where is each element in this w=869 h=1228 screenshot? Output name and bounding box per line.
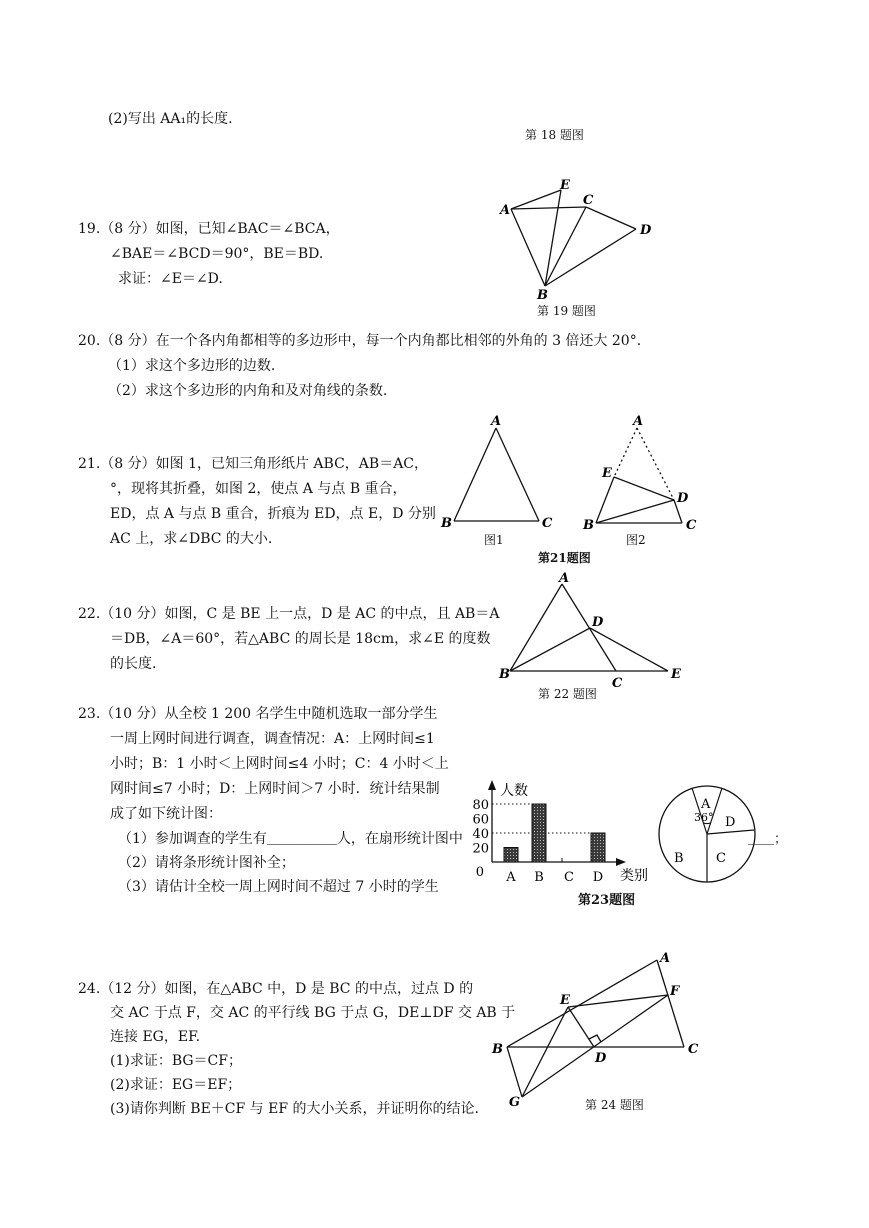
q23-pie-angle: 36°: [694, 811, 714, 824]
q18-caption: 第 18 题图: [525, 128, 584, 142]
q21-fig2-caption: 图2: [626, 533, 646, 547]
q21-fig2-label-c: C: [686, 518, 697, 533]
q24-label-d: D: [595, 1051, 607, 1066]
q23-x-tick-C: C: [564, 870, 574, 885]
q22-line-1: 22.（10 分）如图，C 是 BE 上一点，D 是 AC 的中点，且 AB＝A: [78, 606, 500, 622]
q23-line-5: 成了如下统计图：: [110, 806, 222, 822]
q23-y-tick-60: 60: [472, 812, 489, 828]
q19-line-3: 求证：∠E＝∠D.: [118, 271, 223, 287]
q23-y-tick-20: 20: [472, 841, 489, 857]
q22-label-c: C: [612, 676, 623, 691]
q24-label-g: G: [509, 1095, 521, 1110]
q21-line-3: ED，点 A 与点 B 重合，折痕为 ED，点 E，D 分别: [110, 506, 436, 522]
q21-line-1: 21.（8 分）如图 1，已知三角形纸片 ABC，AB＝AC，: [78, 456, 429, 472]
q22-label-b: B: [499, 667, 510, 682]
q24-label-b: B: [492, 1042, 503, 1057]
q23-y-tick-80: 80: [472, 798, 489, 813]
q23-x-tick-A: A: [506, 870, 516, 885]
q23-x-tick-B: B: [534, 870, 544, 885]
q24-line-2: 交 AC 于点 F，交 AC 的平行线 BG 于点 G，DE⊥DF 交 AB 于: [110, 1005, 516, 1021]
q19-label-b: B: [537, 288, 548, 303]
q23-x-tick-D: D: [592, 870, 604, 885]
q24-label-c: C: [688, 1042, 699, 1057]
q23-y-tick-40: 40: [472, 827, 489, 842]
q21-fig2-label-d: D: [677, 491, 689, 506]
q24-label-f: F: [670, 984, 680, 999]
q22-label-a: A: [559, 571, 570, 586]
q23-x-label: 类别: [620, 868, 648, 884]
q23-line-6: （1）参加调查的学生有＿＿＿＿＿人，在扇形统计图中: [118, 831, 463, 847]
q22-caption: 第 22 题图: [538, 687, 597, 701]
q21-fig1-label-c: C: [542, 516, 553, 531]
q20-line-2: （1）求这个多边形的边数.: [108, 358, 276, 374]
q21-fig1-caption: 图1: [484, 533, 504, 547]
q24-line-3: 连接 EG，EF.: [110, 1029, 201, 1045]
q19-label-d: D: [640, 223, 652, 238]
q23-pie-label-d: D: [725, 815, 736, 830]
q20-line-3: （2）求这个多边形的内角和及对角线的条数.: [108, 383, 388, 399]
q23-caption: 第23题图: [578, 893, 636, 908]
q24-line-5: (2)求证：EG＝EF；: [110, 1077, 242, 1093]
q21-caption: 第21题图: [538, 551, 591, 565]
q18-part2: (2)写出 AA₁的长度.: [108, 111, 233, 127]
q24-line-1: 24.（12 分）如图，在△ABC 中，D 是 BC 的中点，过点 D 的: [78, 981, 474, 997]
q22-label-e: E: [671, 667, 681, 682]
q19-caption: 第 19 题图: [537, 304, 596, 318]
q19-line-1: 19.（8 分）如图，已知∠BAC＝∠BCA，: [78, 221, 340, 237]
q19-label-c: C: [583, 193, 594, 208]
q21-fig1-label-b: B: [441, 516, 452, 531]
q24-line-4: (1)求证：BG＝CF；: [110, 1053, 242, 1069]
q24-label-a: A: [660, 951, 671, 966]
q21-fig1-label-a: A: [491, 414, 502, 429]
q23-line-1: 23.（10 分）从全校 1 200 名学生中随机选取一部分学生: [78, 706, 438, 722]
q24-caption: 第 24 题图: [585, 1098, 644, 1112]
q23-pie-label-b: B: [674, 851, 684, 866]
q19-label-e: E: [560, 178, 570, 193]
q21-fig2-label-e: E: [602, 466, 612, 481]
q23-line-7: （2）请将条形统计图补全；: [118, 855, 295, 871]
q23-line-2: 一周上网时间进行调查，调查情况：A：上网时间≤1: [110, 731, 435, 747]
q23-line-8: （3）请估计全校一周上网时间不超过 7 小时的学生: [118, 879, 439, 895]
q20-line-1: 20.（8 分）在一个各内角都相等的多边形中，每一个内角都比相邻的外角的 3 倍还大 20°.: [78, 333, 642, 349]
q23-line-4: 网时间≤7 小时；D：上网时间＞7 小时．统计结果制: [110, 781, 440, 797]
q24-line-6: (3)请你判断 BE＋CF 与 EF 的大小关系，并证明你的结论.: [110, 1101, 479, 1117]
q23-line-3: 小时；B：1 小时＜上网时间≤4 小时；C：4 小时＜上: [110, 756, 449, 772]
q19-label-a: A: [500, 203, 511, 218]
q23-trail-blank: ＿＿；: [748, 832, 788, 847]
q23-y-label: 人数: [500, 783, 528, 799]
q21-fig2-label-b: B: [583, 518, 594, 533]
q22-line-2: ＝DB，∠A＝60°，若△ABC 的周长是 18cm，求∠E 的度数: [110, 631, 491, 647]
q22-label-d: D: [592, 615, 604, 630]
q23-y-tick-0: 0: [475, 865, 484, 880]
q22-line-3: 的长度.: [110, 656, 157, 672]
q21-line-4: AC 上，求∠DBC 的大小.: [110, 531, 273, 547]
q19-line-2: ∠BAE＝∠BCD＝90°，BE＝BD.: [110, 246, 324, 262]
q21-fig2-label-a: A: [633, 414, 644, 429]
q23-pie-label-a: A: [701, 797, 711, 812]
q24-label-e: E: [560, 993, 570, 1008]
q21-line-2: °，现将其折叠，如图 2，使点 A 与点 B 重合，: [110, 481, 407, 497]
q23-pie-label-c: C: [716, 851, 726, 866]
